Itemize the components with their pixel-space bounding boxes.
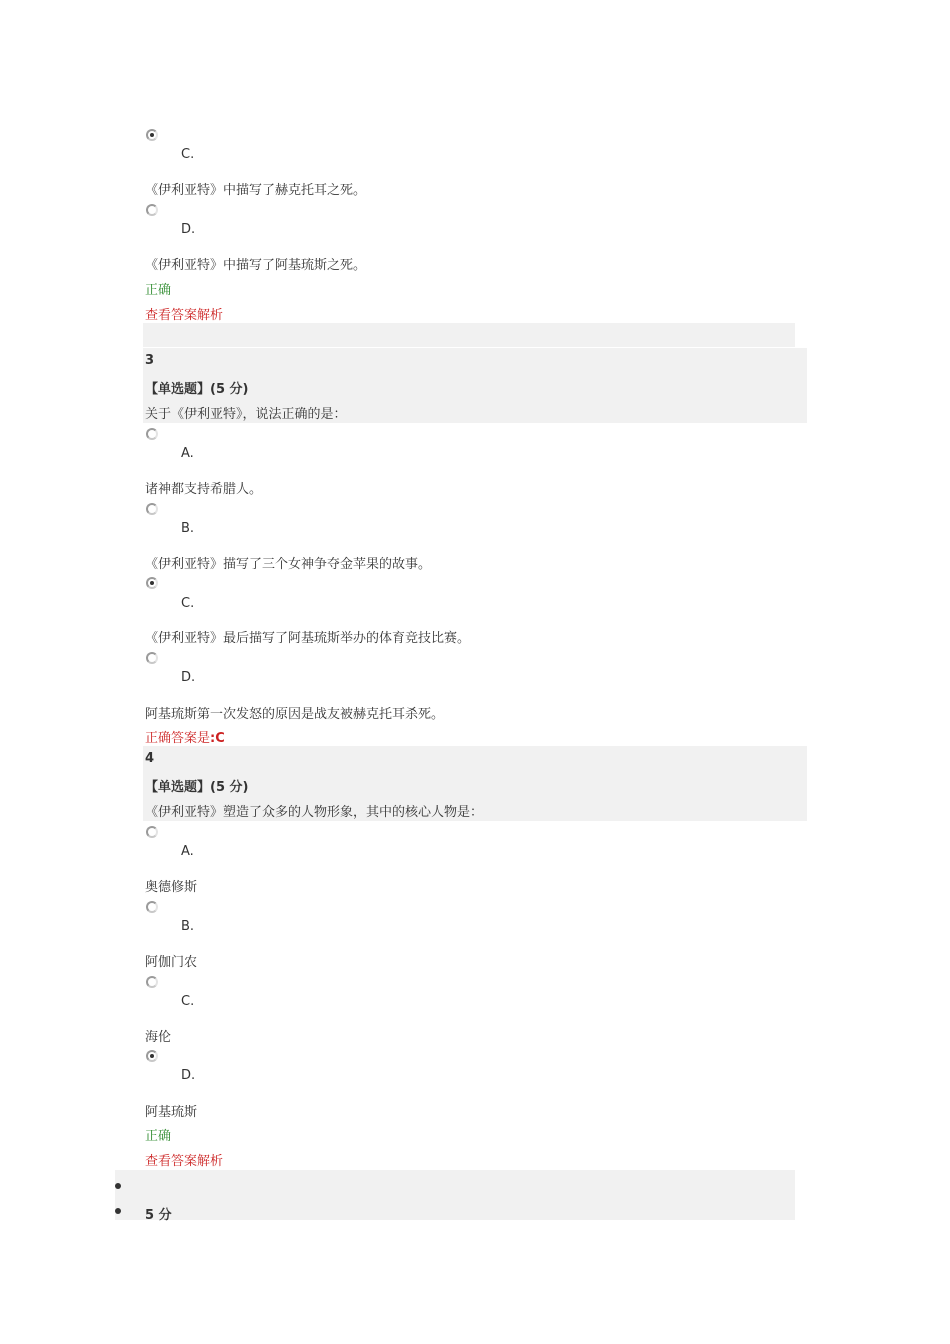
q3-option-d-radio[interactable] xyxy=(146,652,158,664)
q3-option-d-letter: D. xyxy=(181,670,196,685)
q4-option-c-text: 海伦 xyxy=(145,1030,172,1045)
q2-option-d-letter: D. xyxy=(181,222,196,237)
q3-option-c-radio[interactable] xyxy=(146,577,158,589)
q4-option-b-text: 阿伽门农 xyxy=(145,955,198,970)
q3-option-d-text: 阿基琉斯第一次发怒的原因是战友被赫克托耳杀死。 xyxy=(145,707,445,722)
q4-type-label: 【单选题】(5 分) xyxy=(145,780,249,795)
q4-question-text: 《伊利亚特》塑造了众多的人物形象，其中的核心人物是： xyxy=(145,805,484,820)
q4-analysis-link[interactable]: 查看答案解析 xyxy=(145,1154,224,1169)
q2-analysis-link[interactable]: 查看答案解析 xyxy=(145,308,224,323)
separator-band xyxy=(143,323,795,347)
q4-option-a-text: 奥德修斯 xyxy=(145,880,198,895)
q4-option-c-radio[interactable] xyxy=(146,976,158,988)
q4-result: 正确 xyxy=(145,1129,172,1144)
q4-option-d-letter: D. xyxy=(181,1068,196,1083)
q4-option-b-letter: B. xyxy=(181,919,195,934)
q4-option-d-radio[interactable] xyxy=(146,1050,158,1062)
q4-option-c-letter: C. xyxy=(181,994,195,1009)
q3-option-a-text: 诸神都支持希腊人。 xyxy=(145,482,263,497)
q2-option-c-letter: C. xyxy=(181,147,195,162)
q3-type-label: 【单选题】(5 分) xyxy=(145,382,249,397)
q3-option-b-text: 《伊利亚特》描写了三个女神争夺金苹果的故事。 xyxy=(145,557,432,572)
q5-score-label: 5 分 xyxy=(145,1208,172,1223)
q2-option-c-radio[interactable] xyxy=(146,129,158,141)
q2-result: 正确 xyxy=(145,283,172,298)
q4-number: 4 xyxy=(145,751,155,766)
bullet-icon xyxy=(115,1183,121,1189)
q3-answer-prefix: 正确答案是 xyxy=(145,731,211,746)
q3-correct-answer xyxy=(145,727,225,746)
q4-option-a-letter: A. xyxy=(181,844,194,859)
q4-option-a-radio[interactable] xyxy=(146,826,158,838)
bullet-icon xyxy=(115,1208,121,1214)
q2-option-c-text: 《伊利亚特》中描写了赫克托耳之死。 xyxy=(145,183,367,198)
q4-option-b-radio[interactable] xyxy=(146,901,158,913)
q3-option-a-radio[interactable] xyxy=(146,428,158,440)
q2-option-d-text: 《伊利亚特》中描写了阿基琉斯之死。 xyxy=(145,258,367,273)
q5-header xyxy=(115,1170,795,1220)
q2-option-d-radio[interactable] xyxy=(146,204,158,216)
q3-question-text: 关于《伊利亚特》，说法正确的是： xyxy=(145,407,347,422)
q3-option-c-letter: C. xyxy=(181,596,195,611)
q3-option-b-radio[interactable] xyxy=(146,503,158,515)
q3-answer-value: :C xyxy=(210,731,225,746)
q3-option-b-letter: B. xyxy=(181,521,195,536)
q3-option-c-text: 《伊利亚特》最后描写了阿基琉斯举办的体育竞技比赛。 xyxy=(145,631,471,646)
q3-option-a-letter: A. xyxy=(181,446,194,461)
q3-number: 3 xyxy=(145,353,155,368)
q4-option-d-text: 阿基琉斯 xyxy=(145,1105,198,1120)
